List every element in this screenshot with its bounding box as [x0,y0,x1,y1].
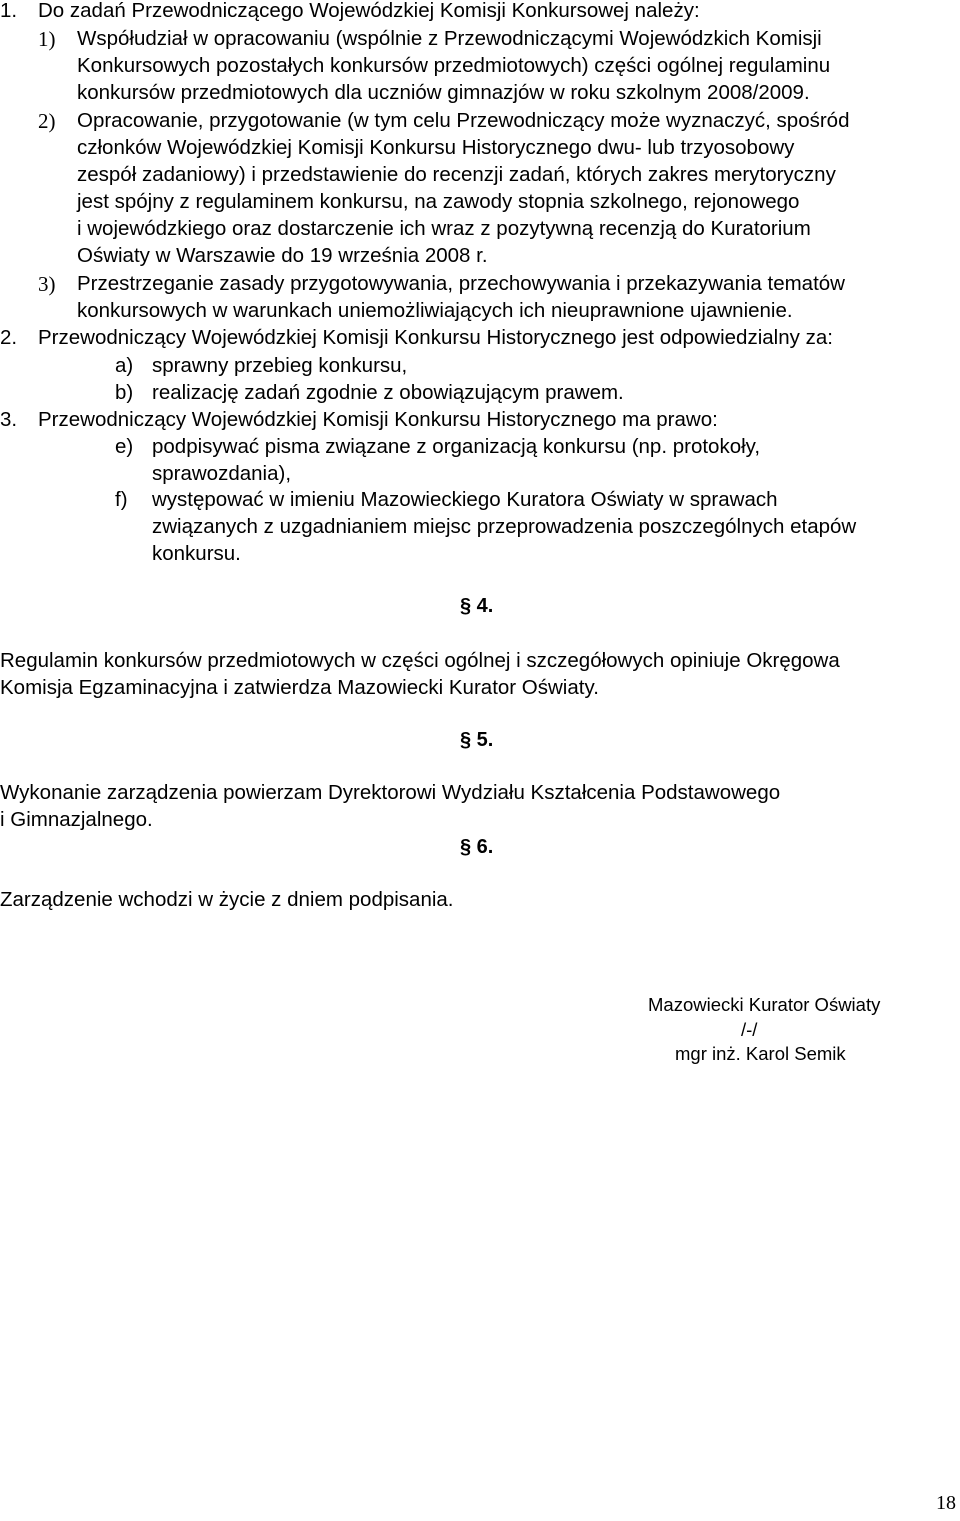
item3-heading: Przewodniczący Wojewódzkiej Komisji Konkursu Historycznego ma prawo: [38,408,718,431]
item1-sub3-number: 3) [38,272,56,296]
item1-sub1-line: Współudział w opracowaniu (wspólnie z Przewodniczącymi Wojewódzkich Komisji [77,27,822,50]
item3-f-line: związanych z uzgadnianiem miejsc przeprowadzenia poszczególnych etapów [152,515,857,538]
item1-sub2-line: jest spójny z regulaminem konkursu, na zawody stopnia szkolnego, rejonowego [77,190,800,213]
item1-heading: Do zadań Przewodniczącego Wojewódzkiej Komisji Konkursowej należy: [38,0,700,22]
item1-sub1-line: Konkursowych pozostałych konkursów przedmiotowych) części ogólnej regulaminu [77,54,831,77]
item1-sub1-line: konkursów przedmiotowych dla uczniów gimnazjów w roku szkolnym 2008/2009. [77,81,810,104]
item1-sub2-line: Oświaty w Warszawie do 19 września 2008 r. [77,244,488,267]
signature-title: Mazowiecki Kurator Oświaty [648,994,881,1015]
section-5-line: i Gimnazjalnego. [0,808,153,831]
section-4-line: Komisja Egzaminacyjna i zatwierdza Mazowiecki Kurator Oświaty. [0,676,599,699]
item3-f-line: konkursu. [152,542,241,565]
section-6-text: Zarządzenie wchodzi w życie z dniem podpisania. [0,888,454,911]
section-5-heading: § 5. [460,729,494,751]
item1-sub3-line: Przestrzeganie zasady przygotowywania, przechowywania i przekazywania tematów [77,272,845,295]
section-4-line: Regulamin konkursów przedmiotowych w części ogólnej i szczegółowych opiniuje Okręgowa [0,649,840,672]
item1-number: 1. [0,0,18,22]
signature-name: mgr inż. Karol Semik [675,1043,846,1064]
item1-sub2-line: członków Wojewódzkiej Komisji Konkursu Historycznego dwu- lub trzyosobowy [77,136,795,159]
item3-number: 3. [0,408,18,431]
item3-f-line: występować w imieniu Mazowieckiego Kuratora Oświaty w sprawach [152,488,778,511]
item3-e-line: sprawozdania), [152,462,292,485]
item1-sub2-line: i wojewódzkiego oraz dostarczenie ich wraz z pozytywną recenzją do Kuratorium [77,217,811,240]
item2-heading: Przewodniczący Wojewódzkiej Komisji Konkursu Historycznego jest odpowiedzialny za: [38,326,833,349]
item1-sub2-line: zespół zadaniowy) i przedstawienie do recenzji zadań, których zakres merytoryczny [77,163,836,186]
item1-sub2-line: Opracowanie, przygotowanie (w tym celu Przewodniczący może wyznaczyć, spośród [77,109,850,132]
item2-a-text: sprawny przebieg konkursu, [152,354,408,377]
item3-e-letter: e) [115,435,134,458]
item3-f-letter: f) [115,488,128,511]
section-4-heading: § 4. [460,595,494,617]
section-5-line: Wykonanie zarządzenia powierzam Dyrektorowi Wydziału Kształcenia Podstawowego [0,781,781,804]
item1-sub2-number: 2) [38,109,56,133]
page-number: 18 [936,1492,956,1514]
item1-sub3-line: konkursowych w warunkach uniemożliwiających ich nieuprawnione ujawnienie. [77,299,793,322]
item2-b-letter: b) [115,381,134,404]
item2-number: 2. [0,326,18,349]
item2-a-letter: a) [115,354,134,377]
signature-mark: /-/ [741,1019,758,1040]
item2-b-text: realizację zadań zgodnie z obowiązującym prawem. [152,381,624,404]
item1-sub1-number: 1) [38,27,56,51]
item3-e-line: podpisywać pisma związane z organizacją konkursu (np. protokoły, [152,435,761,458]
section-6-heading: § 6. [460,836,494,858]
